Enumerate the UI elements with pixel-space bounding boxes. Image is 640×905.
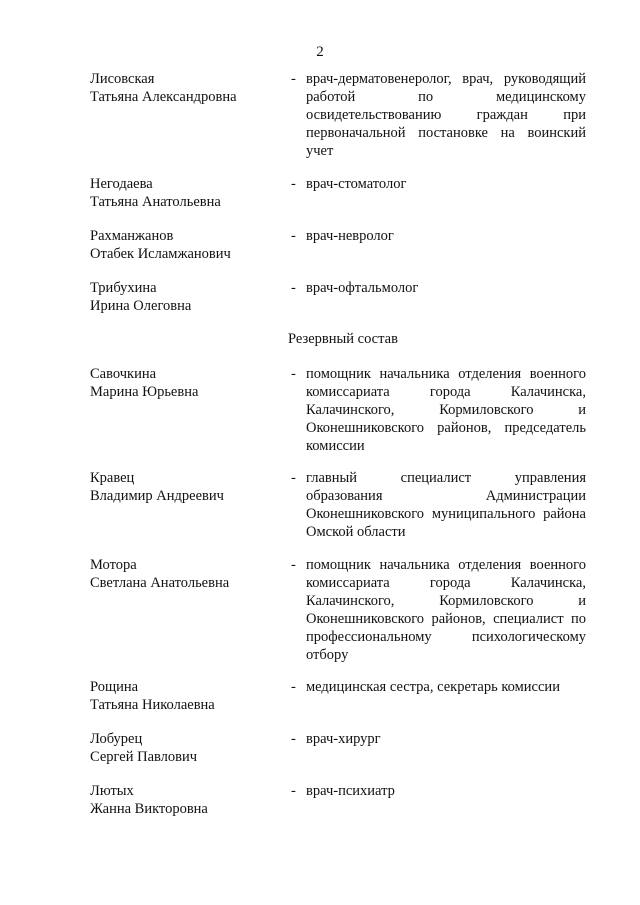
member-given-names: Татьяна Александровна <box>90 89 237 105</box>
member-name <box>90 469 280 505</box>
member-given-names: Жанна Викторовна <box>90 801 208 817</box>
dash-separator: - <box>291 557 296 573</box>
member-surname: Рахманжанов <box>90 228 174 244</box>
member-role: врач-невролог <box>306 228 394 244</box>
member-role: помощник начальника отделения военного комиссариата города Калачинска, Калачинского, Кормиловского и Оконешниковского районов, специалист по профессиональному психологическому отбору <box>306 557 586 663</box>
member-name <box>90 175 280 211</box>
dash-separator: - <box>291 366 296 382</box>
member-given-names: Марина Юрьевна <box>90 384 199 400</box>
member-given-names: Отабек Исламжанович <box>90 246 231 262</box>
member-role: врач-хирург <box>306 731 381 747</box>
dash-separator: - <box>291 71 296 87</box>
member-name <box>90 365 280 401</box>
dash-separator: - <box>291 470 296 486</box>
member-given-names: Сергей Павлович <box>90 749 198 765</box>
member-role: главный специалист управления образования Администрации Оконешниковского муниципального района Омской области <box>306 470 586 540</box>
dash-separator: - <box>291 280 296 296</box>
member-name <box>90 279 280 315</box>
member-name <box>90 556 280 592</box>
page-number: 2 <box>316 44 324 60</box>
member-surname: Мотора <box>90 557 137 573</box>
dash-separator: - <box>291 731 296 747</box>
member-given-names: Татьяна Николаевна <box>90 697 215 713</box>
member-given-names: Ирина Олеговна <box>90 298 192 314</box>
member-given-names: Татьяна Анатольевна <box>90 194 221 210</box>
member-role: врач-стоматолог <box>306 176 407 192</box>
member-name <box>90 782 280 818</box>
member-role: помощник начальника отделения военного комиссариата города Калачинска, Калачинского, Кормиловского и Оконешниковского районов, председатель комиссии <box>306 366 586 454</box>
member-surname: Трибухина <box>90 280 157 296</box>
member-surname: Лисовская <box>90 71 155 87</box>
member-surname: Лютых <box>90 783 134 799</box>
member-name <box>90 227 280 263</box>
dash-separator: - <box>291 783 296 799</box>
member-role: врач-психиатр <box>306 783 395 799</box>
dash-separator: - <box>291 176 296 192</box>
member-surname: Лобурец <box>90 731 143 747</box>
member-surname: Рощина <box>90 679 139 695</box>
section-title: Резервный состав <box>288 331 398 347</box>
dash-separator: - <box>291 228 296 244</box>
member-surname: Савочкина <box>90 366 157 382</box>
member-role: врач-офтальмолог <box>306 280 419 296</box>
member-given-names: Владимир Андреевич <box>90 488 224 504</box>
member-surname: Кравец <box>90 470 135 486</box>
member-role: медицинская сестра, секретарь комиссии <box>306 679 560 695</box>
member-name <box>90 70 280 106</box>
member-name <box>90 678 280 714</box>
dash-separator: - <box>291 679 296 695</box>
member-name <box>90 730 280 766</box>
member-role: врач-дерматовенеролог, врач, руководящий работой по медицинскому освидетельствованию граждан при первоначальной постановке на воинский учет <box>306 71 586 159</box>
member-surname: Негодаева <box>90 176 153 192</box>
member-given-names: Светлана Анатольевна <box>90 575 230 591</box>
